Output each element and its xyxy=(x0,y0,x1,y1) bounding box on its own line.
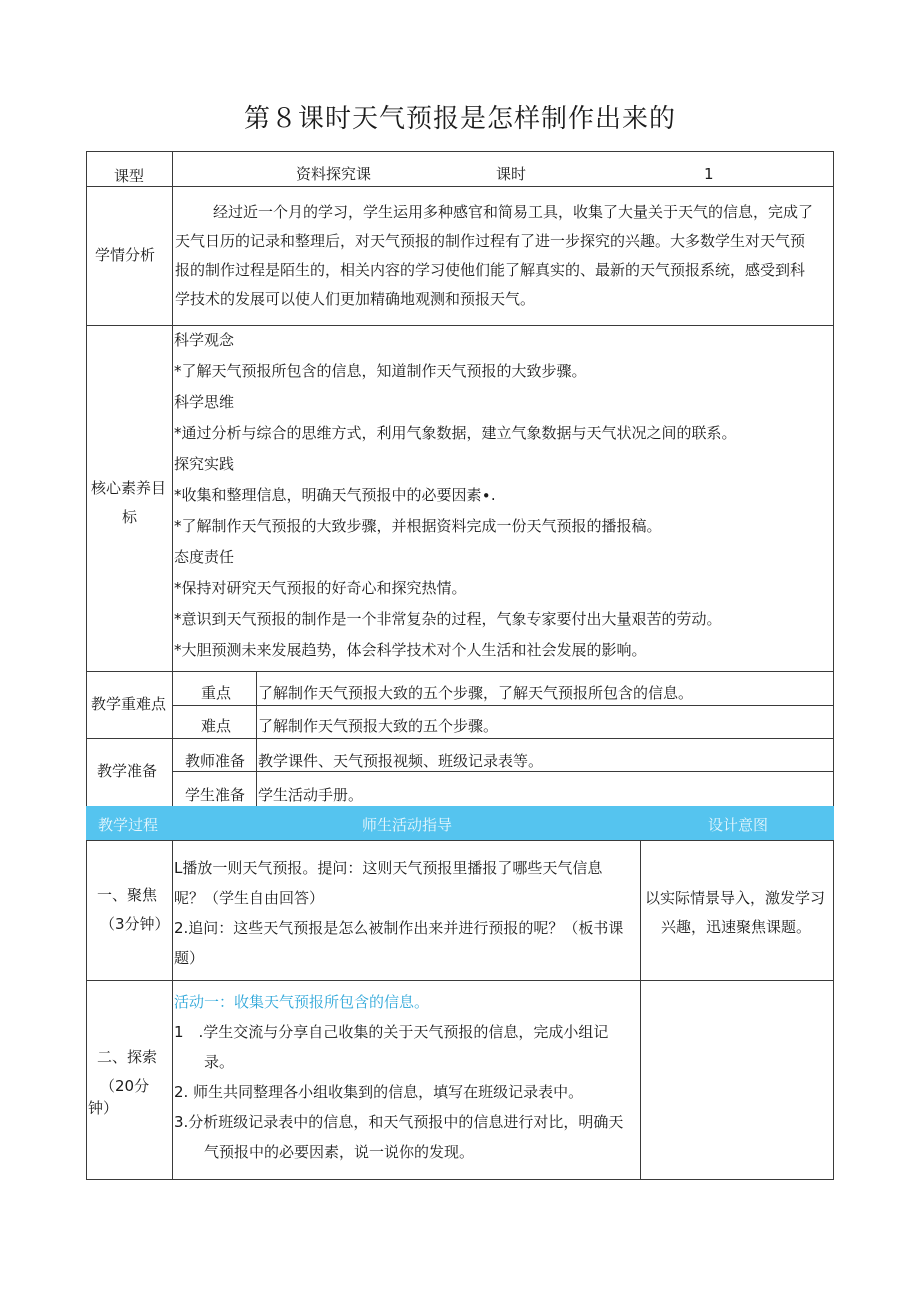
step1-line: 2.追问：这些天气预报是怎么被制作出来并进行预报的呢？（板书课 xyxy=(174,919,624,937)
step1-activities xyxy=(174,853,640,973)
goal-item: *了解制作天气预报的大致步骤，并根据资料完成一份天气预报的播报稿。 xyxy=(174,517,662,535)
row-divider xyxy=(86,738,834,739)
analysis-line: 天气日历的记录和整理后，对天气预报的制作过程有了进一步探究的兴趣。大多数学生对天气预 xyxy=(175,232,806,250)
teacher-prep-value: 教学课件、天气预报视频、班级记录表等。 xyxy=(258,752,544,770)
step2-line: 录。 xyxy=(174,1053,235,1071)
period-label: 课时 xyxy=(496,165,527,183)
step1-line: 题） xyxy=(174,949,205,967)
type-value: 资料探究课 xyxy=(296,165,372,183)
table-border-left xyxy=(86,840,87,1180)
step2-duration: （20分 xyxy=(100,1077,150,1095)
table-border-bottom xyxy=(86,1179,834,1180)
type-label: 课型 xyxy=(114,167,145,185)
step1-line: L播放一则天气预报。提问：这则天气预报里播报了哪些天气信息 xyxy=(174,859,603,877)
page-title: 第８课时天气预报是怎样制作出来的 xyxy=(243,104,676,134)
core-label-2: 标 xyxy=(122,508,138,526)
analysis-line: 经过近一个月的学习，学生运用多种感官和简易工具，收集了大量关于天气的信息，完成了 xyxy=(213,203,814,221)
table-border-top xyxy=(86,151,834,152)
goal-item: *意识到天气预报的制作是一个非常复杂的过程，气象专家要付出大量艰苦的劳动。 xyxy=(174,610,722,628)
period-value: 1 xyxy=(704,165,714,183)
column-divider xyxy=(172,151,173,806)
goal-item: *通过分析与综合的思维方式，利用气象数据，建立气象数据与天气状况之间的联系。 xyxy=(174,424,737,442)
step1-line: 呢？（学生自由回答） xyxy=(174,889,325,907)
student-prep-label: 学生准备 xyxy=(185,786,246,804)
step2-line: 3.分析班级记录表中的信息，和天气预报中的信息进行对比，明确天 xyxy=(174,1113,624,1131)
focus-label: 教学重难点 xyxy=(91,695,167,713)
table-border-right xyxy=(833,840,834,1180)
core-goals xyxy=(174,325,834,666)
row-divider xyxy=(172,771,834,772)
table-border-left xyxy=(86,151,87,806)
step2-activities xyxy=(174,987,640,1167)
column-divider xyxy=(640,840,641,1180)
process-col-stage: 教学过程 xyxy=(98,816,159,834)
process-col-activity: 师生活动指导 xyxy=(362,816,453,834)
analysis-line: 学技术的发展可以使人们更加精确地观测和预报天气。 xyxy=(175,290,536,308)
goal-heading: 探究实践 xyxy=(174,455,235,473)
step2-line: 气预报中的必要因素，说一说你的发现。 xyxy=(174,1143,475,1161)
column-divider xyxy=(172,840,173,1180)
goal-item: *了解天气预报所包含的信息，知道制作天气预报的大致步骤。 xyxy=(174,362,587,380)
step2-line: 1 .学生交流与分享自己收集的关于天气预报的信息，完成小组记 xyxy=(174,1023,609,1041)
prep-label: 教学准备 xyxy=(97,762,158,780)
goal-item: *保持对研究天气预报的好奇心和探究热情。 xyxy=(174,579,467,597)
difficulty-label: 难点 xyxy=(201,717,232,735)
row-divider xyxy=(86,671,834,672)
step2-line: 2. 师生共同整理各小组收集到的信息，填写在班级记录表中。 xyxy=(174,1083,584,1101)
key-point-label: 重点 xyxy=(201,684,232,702)
activity-title: 活动一：收集天气预报所包含的信息。 xyxy=(174,993,430,1011)
analysis-label: 学情分析 xyxy=(95,246,156,264)
goal-item: *收集和整理信息，明确天气预报中的必要因素∙. xyxy=(174,486,496,504)
goal-heading: 科学观念 xyxy=(174,331,235,349)
step2-label: 二、探索 xyxy=(97,1048,158,1066)
difficulty-value: 了解制作天气预报大致的五个步骤。 xyxy=(258,717,499,735)
step2-duration-2: 钟） xyxy=(88,1099,119,1117)
teacher-prep-label: 教师准备 xyxy=(185,752,246,770)
row-divider xyxy=(86,840,834,841)
analysis-line: 报的制作过程是陌生的，相关内容的学习使他们能了解真实的、最新的天气预报系统，感受到科 xyxy=(175,261,806,279)
core-label: 核心素养目 xyxy=(91,479,167,497)
column-divider xyxy=(256,671,257,806)
process-col-intent: 设计意图 xyxy=(708,816,769,834)
step1-duration: （3分钟） xyxy=(100,915,170,933)
row-divider xyxy=(86,186,834,187)
goal-item: *大胆预测未来发展趋势，体会科学技术对个人生活和社会发展的影响。 xyxy=(174,641,647,659)
goal-heading: 科学思维 xyxy=(174,393,235,411)
analysis-text xyxy=(175,198,835,314)
step1-intent-2: 兴趣，迅速聚焦课题。 xyxy=(661,918,812,936)
row-divider xyxy=(86,980,834,981)
row-divider xyxy=(172,705,834,706)
student-prep-value: 学生活动手册。 xyxy=(258,786,364,804)
goal-heading: 态度责任 xyxy=(174,548,235,566)
step1-intent: 以实际情景导入，激发学习 xyxy=(645,889,826,907)
key-point-value: 了解制作天气预报大致的五个步骤，了解天气预报所包含的信息。 xyxy=(258,684,694,702)
step1-label: 一、聚焦 xyxy=(97,886,158,904)
